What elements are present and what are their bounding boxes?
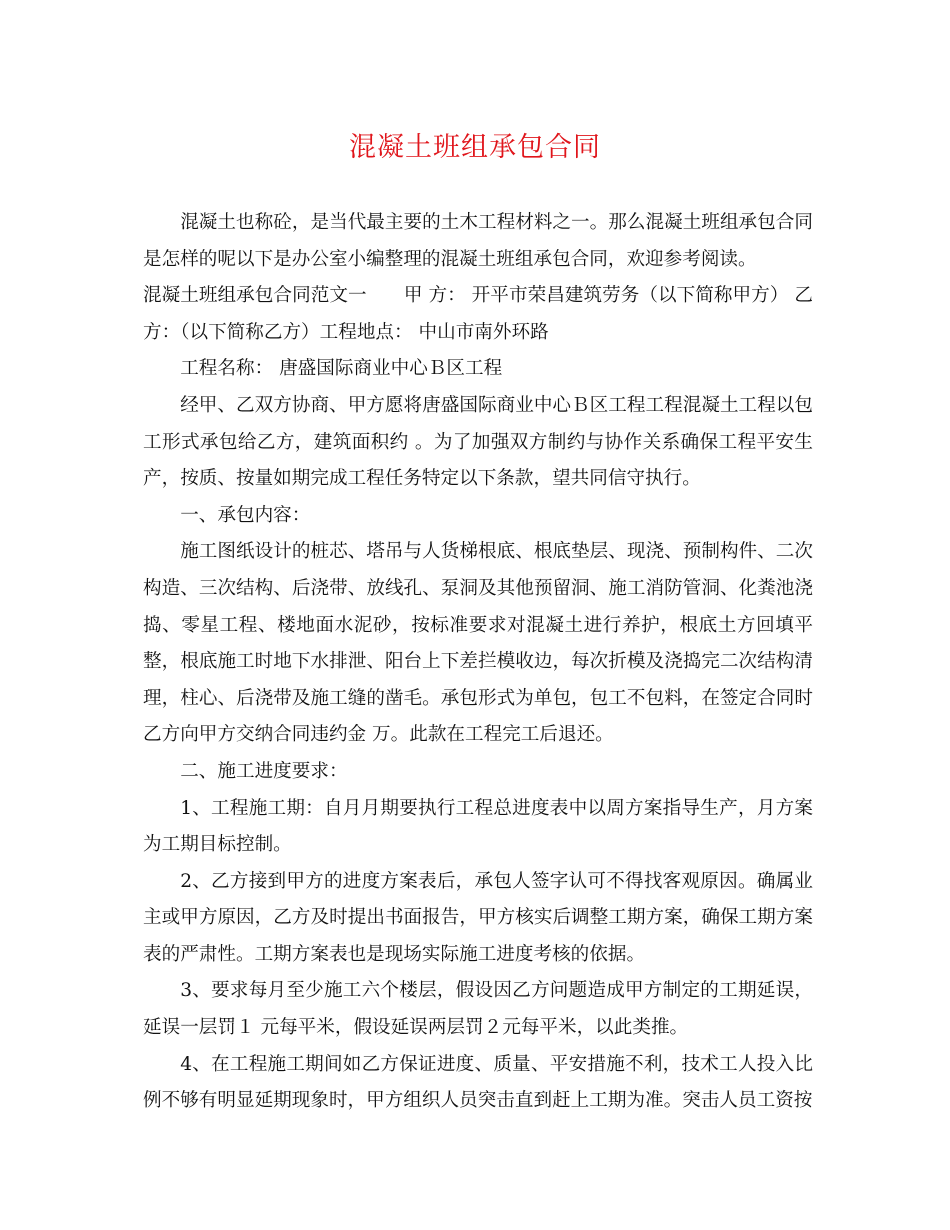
paragraph-agreement: 经甲、乙双方协商、甲方愿将唐盛国际商业中心Ｂ区工程工程混凝土工程以包工形式承包给乙方，建筑面积约 。为了加强双方制约与协作关系确保工程平安生产，按质、按量如期完成工程任务特定以下条款，望共同信守执行。 bbox=[143, 394, 813, 490]
paragraph-parties: 混凝土班组承包合同范文一 甲 方： 开平市荣昌建筑劳务（以下简称甲方） 乙方：（以下简称乙方）工程地点： 中山市南外环路 bbox=[143, 285, 813, 343]
paragraph-intro: 混凝土也称砼，是当代最主要的土木工程材料之一。那么混凝土班组承包合同是怎样的呢以下是办公室小编整理的混凝土班组承包合同，欢迎参考阅读。 bbox=[143, 212, 813, 270]
paragraph-schedule-2: 2、乙方接到甲方的进度方案表后，承包人签字认可不得找客观原因。确属业主或甲方原因，乙方及时提出书面报告，甲方核实后调整工期方案，确保工期方案表的严肃性。工期方案表也是现场实际施工进度考核的依据。 bbox=[143, 870, 813, 965]
paragraph-schedule-1: 1、工程施工期：自月月期要执行工程总进度表中以周方案指导生产，月方案为工期目标控制。 bbox=[143, 797, 813, 856]
section-heading-schedule: 二、施工进度要求： bbox=[180, 760, 348, 782]
paragraph-project-name: 工程名称： 唐盛国际商业中心Ｂ区工程 bbox=[180, 358, 503, 380]
paragraph-schedule-4: 4、在工程施工期间如乙方保证进度、质量、平安措施不利，技术工人投入比例不够有明显延期现象时，甲方组织人员突击直到赶上工期为准。突击人员工资按 bbox=[143, 1053, 813, 1112]
section-heading-scope: 一、承包内容： bbox=[180, 504, 311, 526]
document-title: 混凝土班组承包合同 bbox=[349, 132, 601, 163]
document-body bbox=[143, 205, 813, 1120]
paragraph-schedule-3: 3、要求每月至少施工六个楼层，假设因乙方问题造成甲方制定的工期延误，延误一层罚１ 元每平米，假设延误两层罚２元每平米，以此类推。 bbox=[143, 980, 813, 1039]
paragraph-scope: 施工图纸设计的桩芯、塔吊与人货梯根底、根底垫层、现浇、预制构件、二次构造、三次结构、后浇带、放线孔、泵洞及其他预留洞、施工消防管洞、化粪池浇捣、零星工程、楼地面水泥砂，按标准要求对混凝土进行养护，根底土方回填平整，根底施工时地下水排泄、阳台上下差拦模收边，每次折模及浇捣完二次结构清理，柱心、后浇带及施工缝的凿毛。承包形式为单包，包工不包料，在签定合同时乙方向甲方交纳合同违约金 万。此款在工程完工后退还。 bbox=[143, 541, 813, 746]
